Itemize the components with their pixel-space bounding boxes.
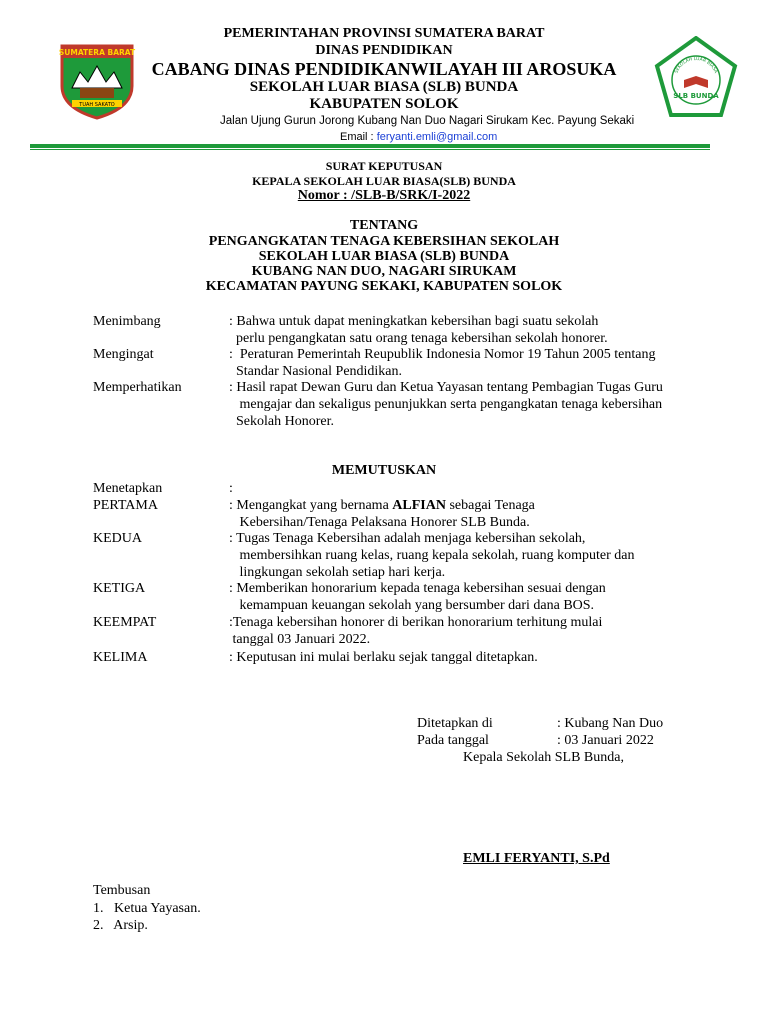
letterhead-divider [30,144,710,148]
tanggal-value: : 03 Januari 2022 [557,733,654,748]
decree-number [0,188,768,204]
logo-right-text: SLB BUNDA [673,92,719,100]
mengingat-label: Mengingat [93,347,154,362]
letterhead-department: DINAS PENDIDIKAN [315,43,453,58]
memperhatikan-line-2: mengajar dan sekaligus penunjukkan serta pengangkatan tenaga kebersihan [229,397,663,412]
decree-number-text: Nomor : /SLB-B/SRK/I-2022 [297,188,471,203]
kedua-line-3: lingkungan sekolah setiap hari kerja. [229,565,446,580]
decree-title: SURAT KEPUTUSAN [325,159,443,173]
menimbang-line-2: perlu pengangkatan satu orang tenaga kebersihan sekolah honorer. [229,331,608,346]
ketiga-label: KETIGA [93,581,146,596]
ditetapkan-label: Ditetapkan di [417,716,493,731]
signer-name: EMLI FERYANTI, S.Pd [463,851,610,866]
kedua-line-2: membersihkan ruang kelas, ruang kepala sekolah, ruang komputer dan [229,548,635,563]
letterhead-province: PEMERINTAHAN PROVINSI SUMATERA BARAT [223,26,545,41]
logo-right-ring-text: SEKOLAH LUAR BIASA [674,56,718,75]
keempat-line-1: :Tenaga kebersihan honorer di berikan honorarium terhitung mulai [229,615,603,630]
decree-subject-1: PENGANGKATAN TENAGA KEBERSIHAN SEKOLAH [208,234,560,249]
pertama-label: PERTAMA [93,498,158,513]
tembusan-item-2: 2. Arsip. [93,918,148,933]
appointee-name: ALFIAN [392,498,446,513]
memperhatikan-line-1: : Hasil rapat Dewan Guru dan Ketua Yayasan tentang Pembagian Tugas Guru [229,380,663,395]
memperhatikan-line-3: Sekolah Honorer. [229,414,334,429]
decision-heading: MEMUTUSKAN [331,463,437,478]
pertama-line-1 [229,497,535,514]
keempat-line-2: tanggal 03 Januari 2022. [229,632,371,647]
logo-left-top-text: SUMATERA BARAT [58,48,136,57]
ditetapkan-value: : Kubang Nan Duo [557,716,664,731]
decree-subject-3: KUBANG NAN DUO, NAGARI SIRUKAM [251,264,517,279]
logo-left-bottom-text: TUAH SAKATO [79,102,115,108]
decree-subject-4: KECAMATAN PAYUNG SEKAKI, KABUPATEN SOLOK [205,279,563,294]
decree-subject-2: SEKOLAH LUAR BIASA (SLB) BUNDA [258,249,510,264]
memperhatikan-label: Memperhatikan [93,380,182,395]
decree-about: TENTANG [349,218,419,233]
signer-position: Kepala Sekolah SLB Bunda, [463,750,624,765]
letterhead-school: SEKOLAH LUAR BIASA (SLB) BUNDA [249,79,519,95]
mengingat-line-2: Standar Nasional Pendidikan. [229,364,403,379]
ketiga-line-1: : Memberikan honorarium kepada tenaga kebersihan sesuai dengan [229,581,606,596]
kelima-label: KELIMA [93,650,148,665]
mengingat-line-1: : Peraturan Pemerintah Reupublik Indonesia Nomor 19 Tahun 2005 tentang [229,347,656,362]
letterhead-divider-thin [30,149,710,150]
pertama-pre: : Mengangkat yang bernama [229,498,393,513]
decree-issuer: KEPALA SEKOLAH LUAR BIASA(SLB) BUNDA [252,174,516,188]
ketiga-line-2: kemampuan keuangan sekolah yang bersumber dari dana BOS. [229,598,595,613]
kedua-label: KEDUA [93,531,142,546]
menimbang-label: Menimbang [93,314,161,329]
pertama-line-2: Kebersihan/Tenaga Pelaksana Honorer SLB Bunda. [229,515,530,530]
email-label: Email : [340,131,377,143]
pertama-post: sebagai Tenaga [445,498,535,513]
tembusan-item-1: 1. Ketua Yayasan. [93,901,201,916]
tembusan-heading: Tembusan [93,883,151,898]
tanggal-label: Pada tanggal [417,733,489,748]
kedua-line-1: : Tugas Tenaga Kebersihan adalah menjaga kebersihan sekolah, [229,531,586,546]
keempat-label: KEEMPAT [93,615,157,630]
letterhead-regency: KABUPATEN SOLOK [309,96,459,112]
menimbang-line-1: : Bahwa untuk dapat meningkatkan kebersihan bagi suatu sekolah [229,314,599,329]
kelima-line-1: : Keputusan ini mulai berlaku sejak tanggal ditetapkan. [229,650,538,665]
letterhead-branch: CABANG DINAS PENDIDIKANWILAYAH III AROSUKA [151,59,617,79]
letterhead-address: Jalan Ujung Gurun Jorong Kubang Nan Duo Nagari Sirukam Kec. Payung Sekaki [220,115,635,127]
menetapkan-colon: : [229,481,233,496]
email-link[interactable]: feryanti.emli@gmail.com [376,131,498,143]
menetapkan-label: Menetapkan [93,481,163,496]
letterhead-email-line [340,131,497,143]
